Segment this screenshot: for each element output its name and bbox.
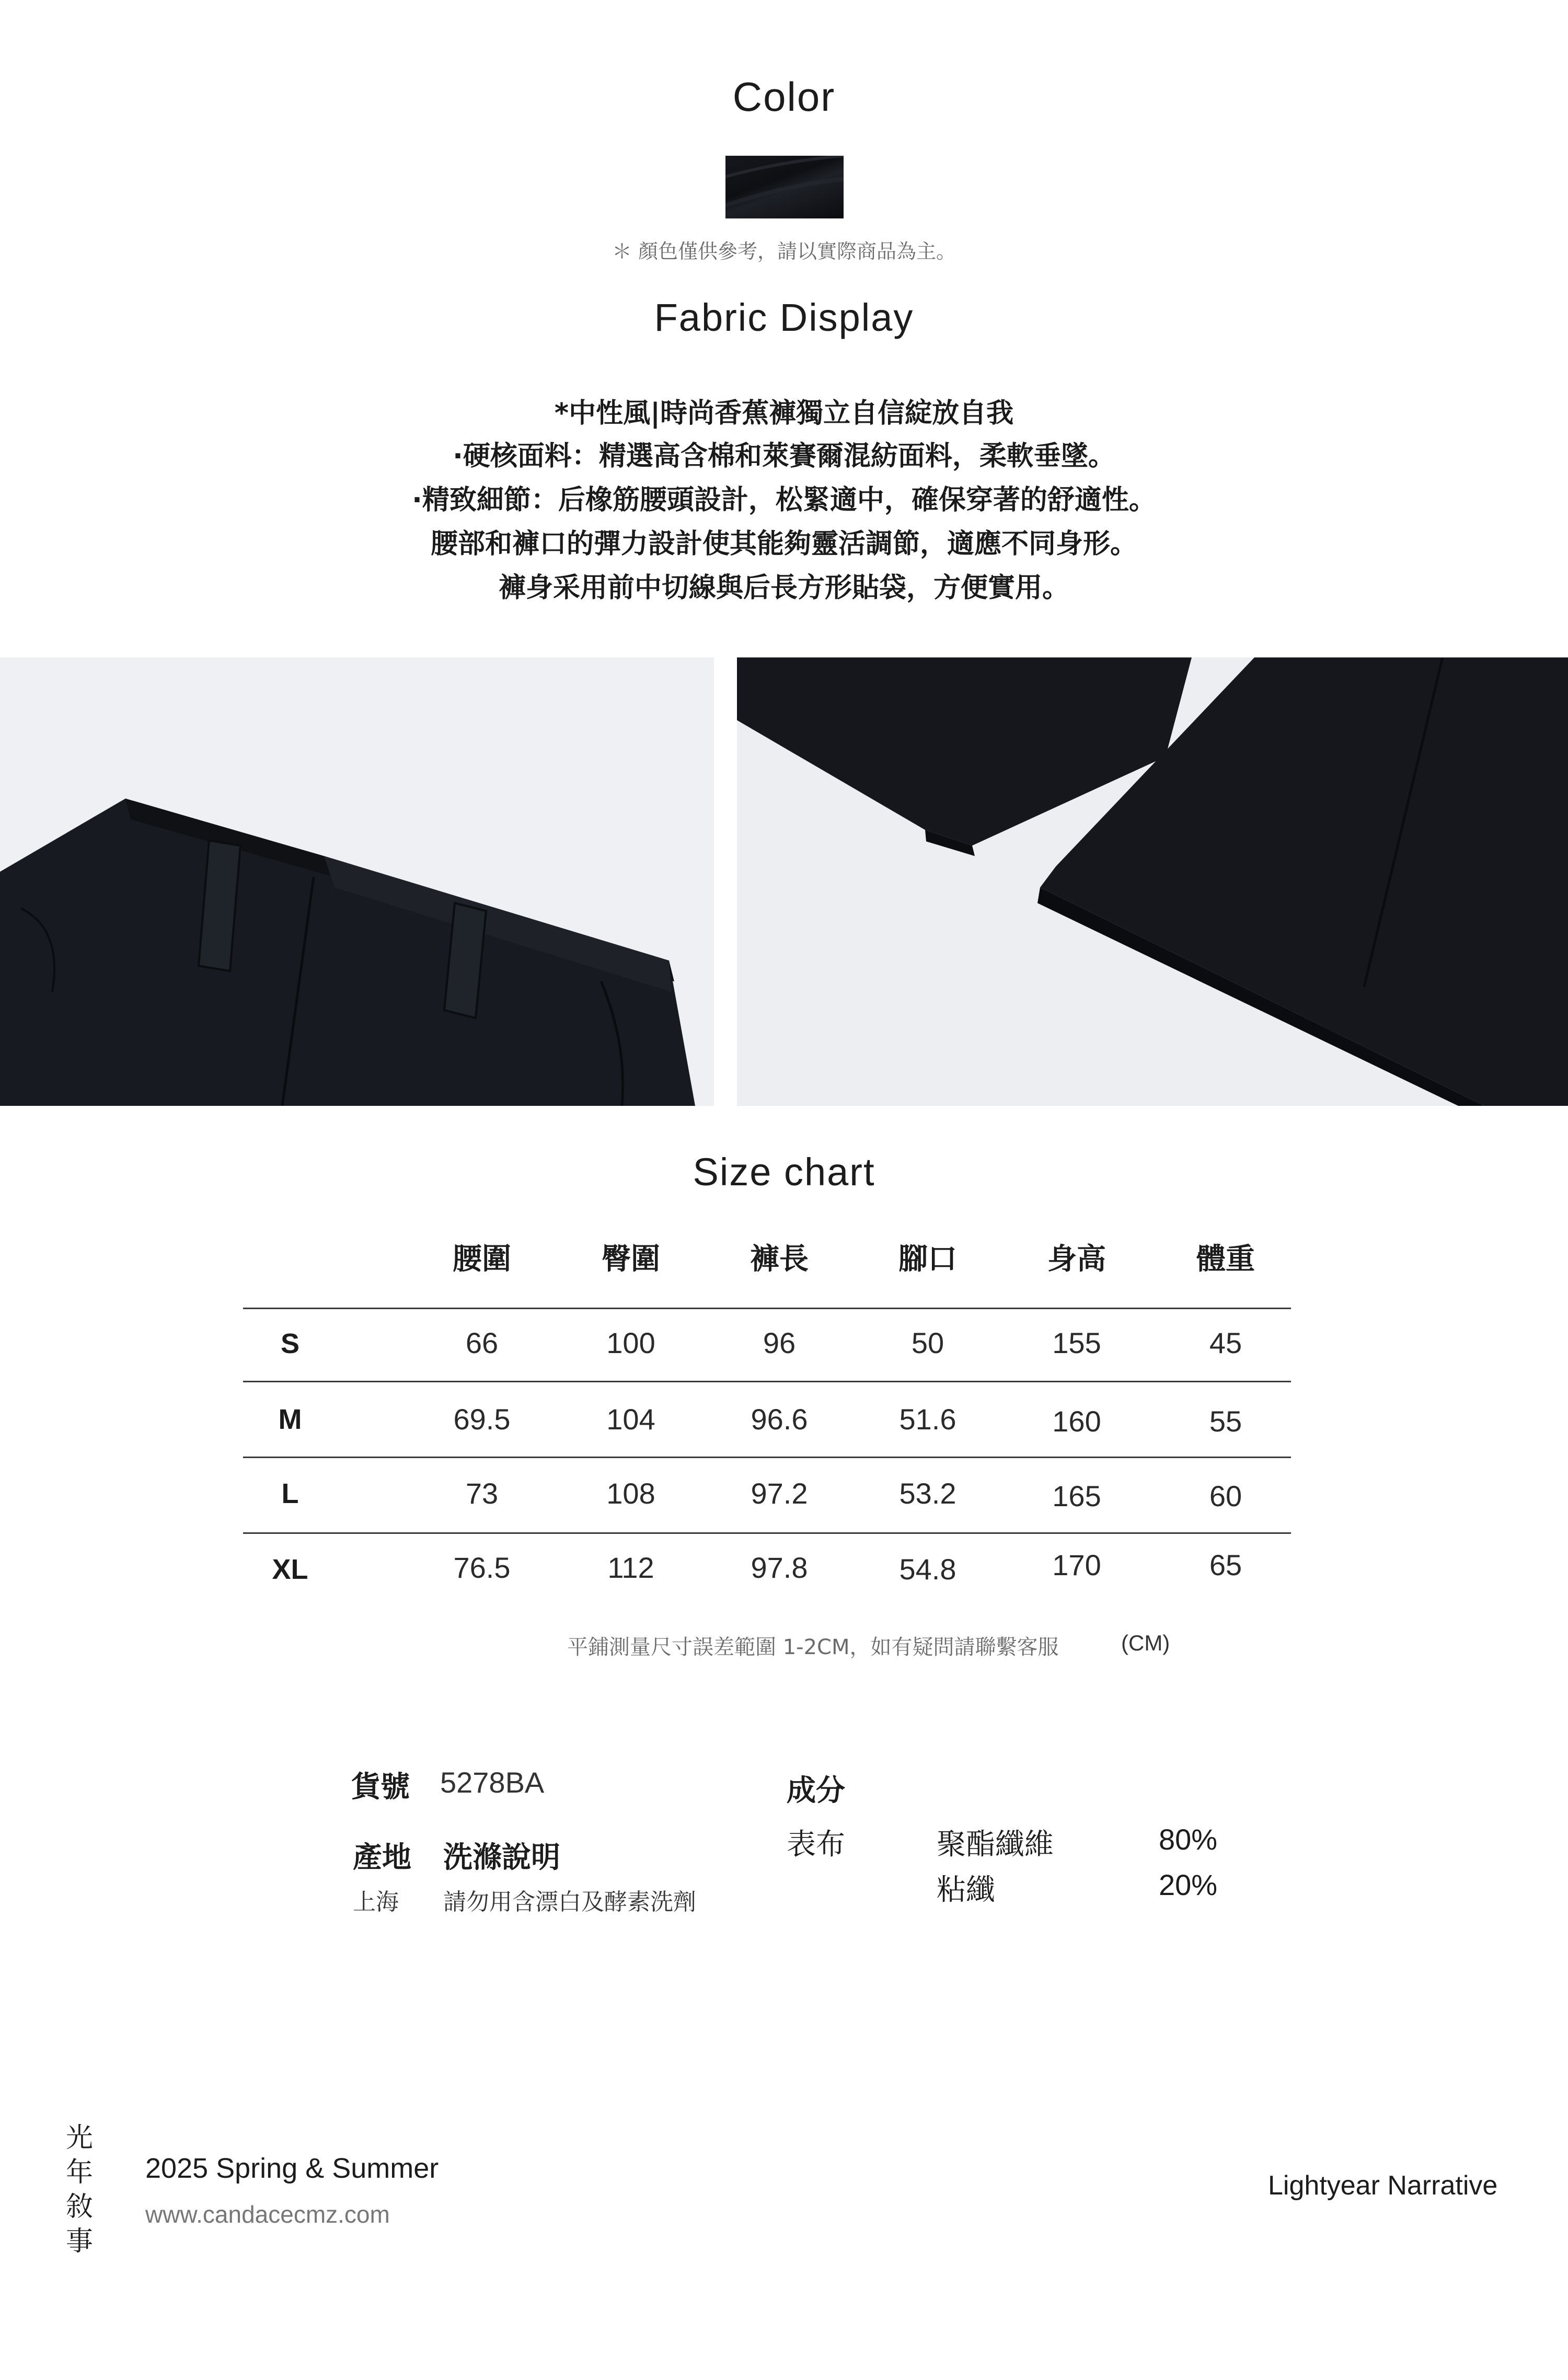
- table-cell: 96.6: [751, 1403, 808, 1436]
- table-cell: 51.6: [899, 1403, 956, 1436]
- hem-detail-photo: [737, 657, 1568, 1106]
- brand-vertical-logo: [64, 2121, 95, 2259]
- color-swatch: [725, 156, 844, 218]
- table-cell: 53.2: [899, 1477, 956, 1510]
- fabric-desc-line-5: 褲身采用前中切線與后長方形貼袋，方便實用。: [498, 572, 1069, 604]
- sku-value: 5278BA: [440, 1766, 545, 1799]
- size-chart-unit: (CM): [1121, 1631, 1170, 1655]
- waistband-detail-photo: [0, 657, 714, 1106]
- composition-label: 成分: [787, 1774, 845, 1808]
- table-cell: 65: [1209, 1549, 1242, 1581]
- website-link[interactable]: www.candacecmz.com: [145, 2201, 390, 2228]
- table-cell: 54.8: [899, 1553, 956, 1586]
- table-cell: 160: [1052, 1405, 1101, 1438]
- table-cell: 97.8: [751, 1551, 808, 1584]
- table-cell: 170: [1052, 1549, 1101, 1581]
- origin-value: 上海: [353, 1889, 399, 1915]
- brand-name-en: Lightyear Narrative: [1268, 2170, 1498, 2201]
- table-cell: 73: [465, 1477, 499, 1510]
- table-cell: 76.5: [453, 1551, 511, 1584]
- table-cell: 45: [1209, 1326, 1242, 1359]
- sku-label: 貨號: [351, 1770, 410, 1804]
- size-chart-note: 平鋪測量尺寸誤差範圍 1-2CM，如有疑問請聯繫客服: [567, 1635, 1059, 1659]
- table-cell: 104: [606, 1403, 655, 1436]
- origin-label: 產地: [353, 1841, 411, 1875]
- brand-char: 事: [65, 2226, 93, 2257]
- material-percent-2: 20%: [1159, 1868, 1218, 1901]
- table-cell: 155: [1052, 1326, 1101, 1359]
- material-percent-1: 80%: [1159, 1823, 1218, 1856]
- fabric-desc-line-1: *中性風|時尚香蕉褲獨立自信綻放自我: [554, 398, 1014, 429]
- material-name-2: 粘纖: [937, 1873, 995, 1907]
- wash-label: 洗滌說明: [443, 1841, 560, 1875]
- material-name-1: 聚酯纖維: [937, 1828, 1054, 1862]
- table-cell: 69.5: [453, 1403, 511, 1436]
- table-cell: 112: [607, 1551, 654, 1584]
- size-label-l: L: [281, 1478, 299, 1509]
- brand-char: 光: [65, 2122, 93, 2154]
- fabric-section-title: Fabric Display: [654, 296, 914, 339]
- col-header-height: 身高: [1047, 1242, 1106, 1276]
- size-label-s: S: [280, 1328, 300, 1359]
- table-cell: 66: [465, 1326, 499, 1359]
- size-label-m: M: [278, 1404, 302, 1435]
- table-cell: 96: [763, 1326, 796, 1359]
- table-cell: 50: [911, 1326, 944, 1359]
- table-cell: 97.2: [751, 1477, 808, 1510]
- fabric-desc-line-2: ·硬核面料：精選高含棉和萊賽爾混紡面料，柔軟垂墜。: [453, 441, 1115, 472]
- col-header-weight: 體重: [1196, 1242, 1255, 1276]
- table-cell: 100: [606, 1326, 655, 1359]
- fabric-desc-line-4: 腰部和褲口的彈力設計使其能夠靈活調節，適應不同身形。: [430, 528, 1137, 560]
- brand-char: 年: [65, 2157, 93, 2188]
- table-divider: [243, 1532, 1291, 1534]
- col-header-hem: 腳口: [898, 1242, 957, 1276]
- table-cell: 60: [1209, 1480, 1242, 1512]
- wash-value: 請勿用含漂白及酵素洗劑: [443, 1889, 696, 1915]
- fabric-part: 表布: [787, 1828, 845, 1862]
- table-divider: [243, 1457, 1291, 1458]
- size-chart-title: Size chart: [693, 1150, 875, 1194]
- season-label: 2025 Spring & Summer: [145, 2153, 439, 2184]
- col-header-hip: 臀圍: [602, 1242, 660, 1276]
- table-divider: [243, 1381, 1291, 1382]
- brand-char: 敘: [65, 2191, 93, 2223]
- size-label-xl: XL: [272, 1554, 308, 1585]
- color-disclaimer: ＊ 顏色僅供參考，請以實際商品為主。: [612, 240, 956, 263]
- table-divider: [243, 1308, 1291, 1309]
- fabric-desc-line-3: ·精致細節：后橡筋腰頭設計，松緊適中，確保穿著的舒適性。: [412, 484, 1156, 516]
- table-cell: 165: [1052, 1480, 1101, 1512]
- col-header-waist: 腰圍: [453, 1242, 511, 1276]
- table-cell: 108: [606, 1477, 655, 1510]
- col-header-length: 褲長: [750, 1242, 809, 1276]
- table-cell: 55: [1209, 1405, 1242, 1438]
- color-section-title: Color: [732, 74, 836, 120]
